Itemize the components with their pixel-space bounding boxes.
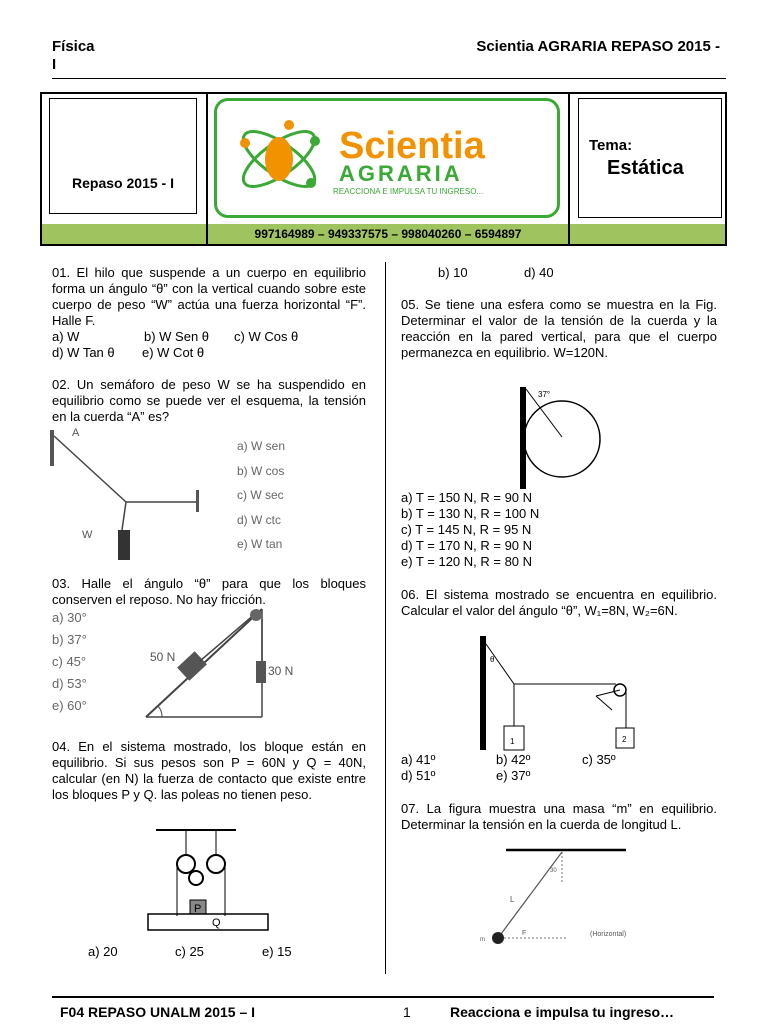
question-6-options: [401, 752, 721, 784]
hanging-mass-figure: [476, 846, 646, 950]
traffic-light-figure: [50, 426, 220, 566]
q4-option-d: d) 40: [524, 265, 554, 280]
q4-option-c: c) 25: [175, 944, 204, 959]
question-3-text: 03. Halle el ángulo “θ” para que los bloques conserven el reposo. No hay fricción.: [52, 576, 366, 607]
question-7-text: 07. La figura muestra una masa “m” en equilibrio. Determinar la tensión en la cuerda de longitud L.: [401, 801, 717, 832]
q5-option-b: b) T = 130 N, R = 100 N: [401, 506, 540, 521]
q3-option-c: c) 45°: [52, 654, 87, 669]
q2-option-e: e) W tan: [237, 537, 283, 551]
question-3-options: [52, 607, 87, 717]
q3-option-b: b) 37°: [52, 632, 87, 647]
question-2-text: 02. Un semáforo de peso W se ha suspendido en equilibrio como se puede ver el esquema, la tensión en la cuerda “A” es?: [52, 377, 366, 424]
footer-right: Reacciona e impulsa tu ingreso…: [450, 1004, 675, 1020]
banner-divider: [568, 94, 570, 244]
tema-box: [578, 98, 722, 218]
question-5-options: [401, 490, 539, 570]
fig-angle-30: 30: [550, 868, 557, 874]
subject-text-line2: I: [52, 56, 57, 73]
q6-option-d: d) 51º: [401, 768, 436, 783]
column-separator: [385, 262, 386, 974]
q1-option-b: b) W Sen θ: [144, 329, 210, 344]
fig-label-l: L: [510, 895, 515, 904]
q2-option-b: b) W cos: [237, 463, 285, 478]
logo-word-agraria: AGRARIA: [339, 161, 463, 186]
q2-option-a: a) W sen: [237, 439, 286, 453]
fig-label-q: Q: [212, 917, 221, 929]
logo-frame: [214, 98, 560, 218]
logo-word-scientia: Scientia: [339, 125, 485, 167]
q4-option-b: b) 10: [438, 265, 468, 280]
atom-logo-icon: [231, 111, 331, 211]
question-4-options-continued: [438, 265, 698, 281]
page-number: 1: [403, 1004, 411, 1020]
q5-option-c: c) T = 145 N, R = 95 N: [401, 522, 532, 537]
q4-option-a: a) 20: [88, 944, 118, 959]
fig-label-p: P: [194, 903, 202, 915]
subject-text: Física: [52, 38, 95, 55]
fig-mass-m: m: [480, 937, 485, 943]
q1-option-a: a) W: [52, 329, 80, 344]
sphere-wall-figure: [516, 385, 606, 491]
question-1-text: 01. El hilo que suspende a un cuerpo en equilibrio forma un ángulo “θ” con la vertical cuando sobre este cuerpo de peso “W” actúa una fuerza horizontal “F”. Halle F.: [52, 265, 366, 328]
question-4-text: 04. En el sistema mostrado, los bloque están en equilibrio. Si sus pesos son P = 60N y Q = 40N, calcular (en N) la fuerza de contacto que existe entre los bloques P y Q. las poleas no tienen peso.: [52, 739, 366, 802]
fig-horizontal: (Horizontal): [590, 931, 627, 938]
q5-option-e: e) T = 120 N, R = 80 N: [401, 554, 533, 569]
repaso-box: [49, 98, 197, 214]
q2-option-d: d) W ctc: [237, 512, 281, 527]
two-blocks-figure: [476, 634, 646, 752]
fig-label-1: 1: [510, 737, 515, 746]
subject-label: [52, 38, 95, 74]
q1-option-d: d) W Tan θ: [52, 345, 115, 360]
footer-left: F04 REPASO UNALM 2015 – I: [60, 1004, 256, 1020]
fig-label-f: F: [522, 930, 527, 937]
question-6-text: 06. El sistema mostrado se encuentra en equilibrio. Calcular el valor del ángulo “θ”, W₁=8N, W₂=6N.: [401, 587, 717, 618]
banner-divider: [206, 94, 208, 244]
question-4-options: [88, 944, 348, 960]
q5-option-a: a) T = 150 N, R = 90 N: [401, 490, 533, 505]
header-divider: [52, 78, 726, 79]
fig-theta: θ: [490, 655, 495, 664]
logo-slogan: REACCIONA E IMPULSA TU INGRESO...: [333, 187, 484, 196]
question-2-options: [237, 434, 285, 557]
tema-value: Estática: [607, 157, 684, 179]
q3-option-e: e) 60°: [52, 698, 87, 713]
repaso-label: Repaso 2015 - I: [72, 175, 174, 191]
incline-figure: [140, 605, 320, 723]
q3-option-a: a) 30°: [52, 610, 87, 625]
q3-option-d: d) 53°: [52, 676, 87, 691]
q6-option-b: b) 42º: [496, 752, 531, 767]
q6-option-e: e) 37º: [496, 768, 531, 783]
q5-option-d: d) T = 170 N, R = 90 N: [401, 538, 533, 553]
document-title: Scientia AGRARIA REPASO 2015 -: [476, 38, 720, 55]
question-5-text: 05. Se tiene una esfera como se muestra en la Fig. Determinar el valor de la tensión de la cuerda y la reacción en la pared vertical, para que el cuerpo permanezca en equilibrio. W=120N.: [401, 297, 717, 360]
phone-numbers: 997164989 – 949337575 – 998040260 – 6594897: [254, 227, 522, 241]
footer-divider: [52, 996, 714, 998]
q1-option-e: e) W Cot θ: [142, 345, 205, 360]
fig-label-50n: 50 N: [150, 650, 176, 664]
q1-option-c: c) W Cos θ: [234, 329, 299, 344]
q6-option-c: c) 35º: [582, 752, 616, 767]
question-1-options: [52, 329, 372, 361]
tema-label: Tema:: [589, 137, 633, 154]
fig-label-w: W: [82, 529, 93, 541]
fig-label-30n: 30 N: [268, 664, 294, 678]
q4-option-e: e) 15: [262, 944, 292, 959]
q2-option-c: c) W sec: [237, 488, 284, 502]
q6-option-a: a) 41º: [401, 752, 436, 767]
fig-label-a: A: [72, 427, 80, 439]
fig-angle-37: 37°: [538, 390, 551, 399]
fig-label-2: 2: [622, 735, 627, 744]
pulley-figure: [140, 826, 280, 936]
